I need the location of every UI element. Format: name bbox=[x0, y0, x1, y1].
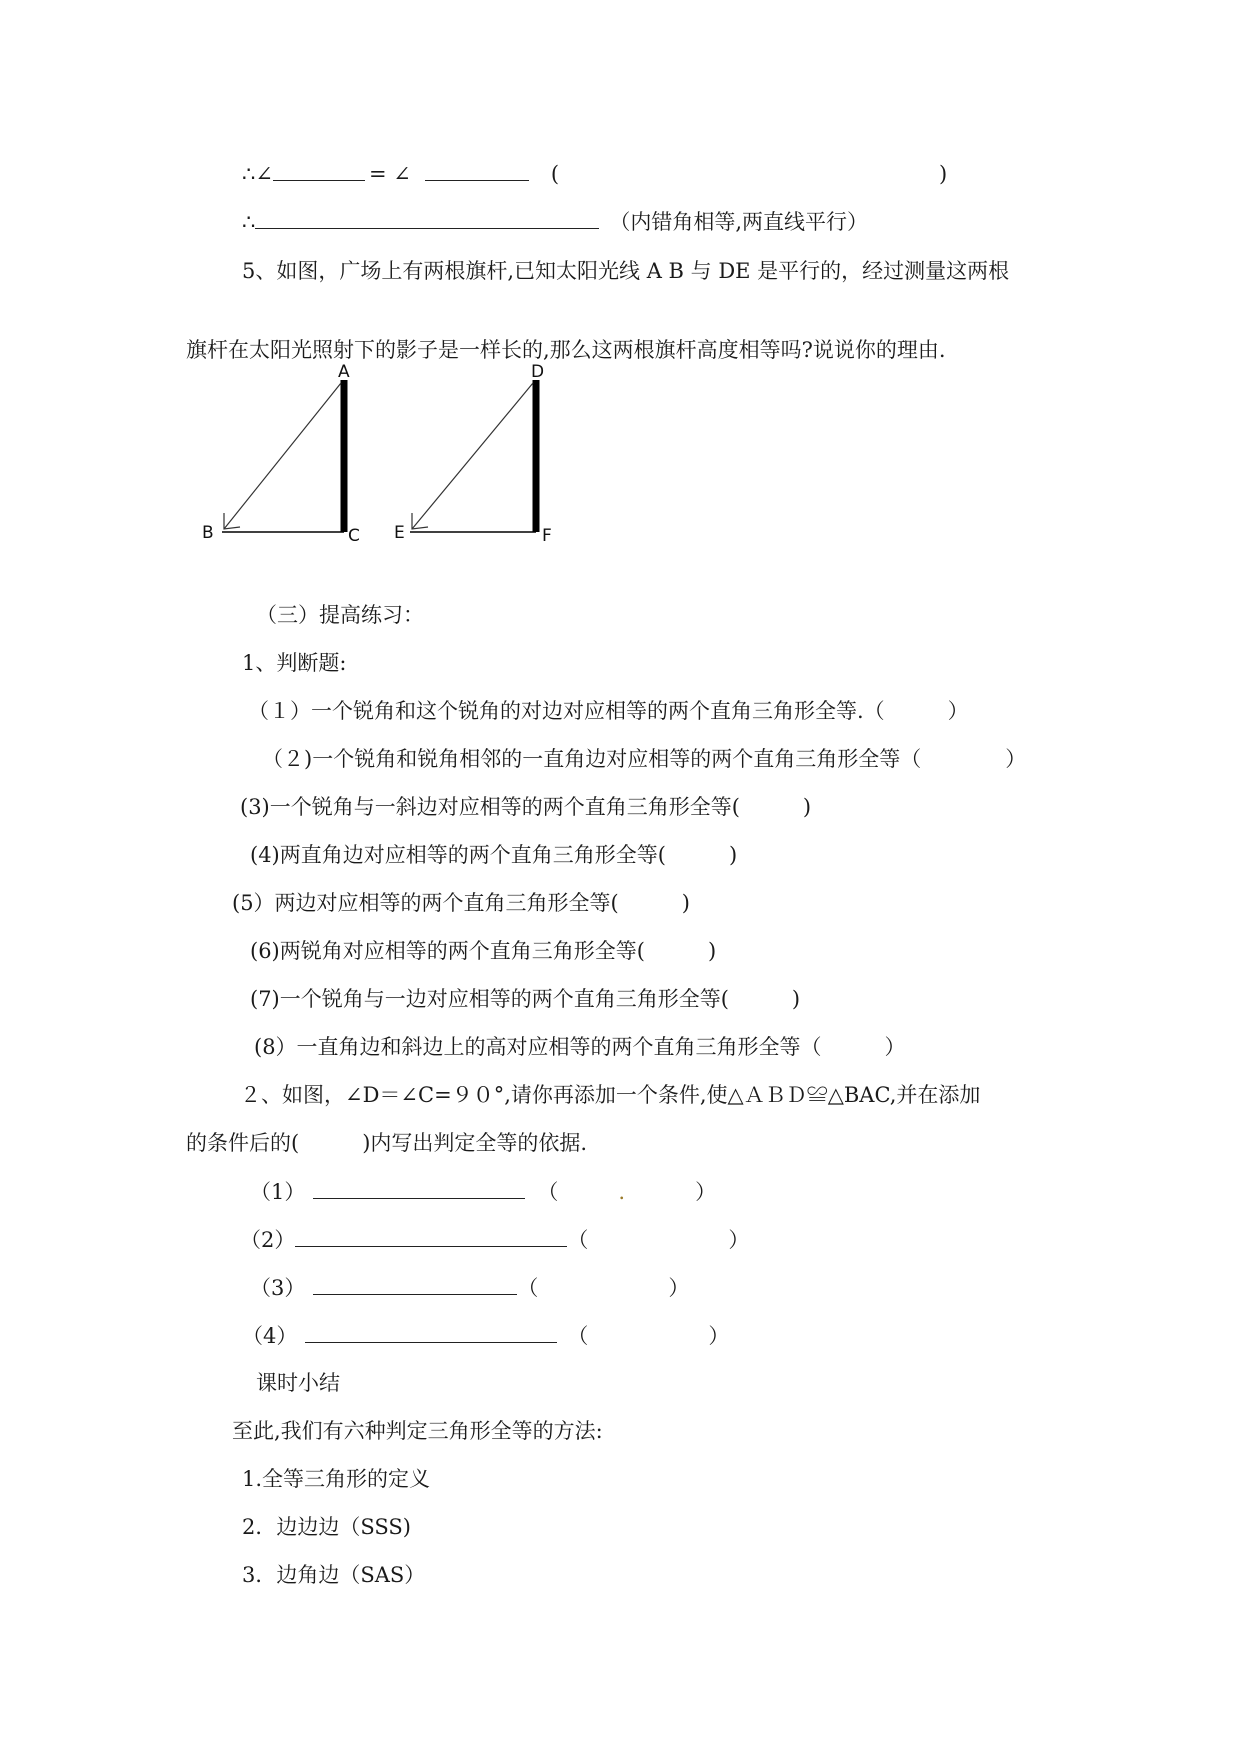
summary-intro: 至此,我们有六种判定三角形全等的方法: bbox=[232, 1419, 603, 1443]
blank-label: （3） bbox=[250, 1276, 306, 1300]
judgment-item-2: （２)一个锐角和锐角相邻的一直角边对应相等的两个直角三角形全等（ ） bbox=[262, 747, 1027, 771]
sunray-ab bbox=[224, 383, 341, 529]
judgment-item-8: (8）一直角边和斜边上的高对应相等的两个直角三角形全等（ ） bbox=[254, 1035, 906, 1059]
label-d: D bbox=[531, 362, 545, 382]
condition-blank[interactable] bbox=[313, 1274, 517, 1295]
judgment-item-6: (6)两锐角对应相等的两个直角三角形全等( ) bbox=[250, 939, 717, 963]
method-item-3: 3．边角边（SAS） bbox=[242, 1563, 426, 1587]
judgment-item-4: (4)两直角边对应相等的两个直角三角形全等( ) bbox=[250, 843, 738, 867]
q2-blank-row-1: （1） （ . ） bbox=[250, 1180, 717, 1204]
paren-open: （ bbox=[567, 1228, 589, 1252]
paren-close: ) bbox=[939, 162, 948, 186]
paren-open: ( bbox=[550, 162, 560, 186]
section3-heading: （三）提高练习： bbox=[256, 603, 424, 627]
therefore-angle-symbol: ∴∠ bbox=[242, 162, 273, 186]
paren-close: ） bbox=[728, 1228, 750, 1252]
q2-blank-row-2 bbox=[240, 1226, 749, 1253]
judgment-item-5: (5）两边对应相等的两个直角三角形全等( ) bbox=[232, 891, 690, 915]
paren-close: ） bbox=[695, 1180, 717, 1204]
method-item-2: 2．边边边（SSS) bbox=[242, 1515, 411, 1539]
condition-blank[interactable] bbox=[295, 1226, 567, 1247]
answer-blank[interactable] bbox=[273, 160, 365, 181]
flagpoles-figure bbox=[190, 355, 590, 555]
judgment-item-1: （１）一个锐角和这个锐角的对边对应相等的两个直角三角形全等.（ ） bbox=[248, 699, 969, 723]
equals-angle-symbol: = ∠ bbox=[368, 162, 411, 186]
answer-blank[interactable] bbox=[425, 160, 529, 181]
judgment-item-3: (3)一个锐角与一斜边对应相等的两个直角三角形全等( ) bbox=[240, 795, 812, 819]
judgment-item-7: (7)一个锐角与一边对应相等的两个直角三角形全等( ) bbox=[250, 987, 801, 1011]
label-c: C bbox=[348, 526, 360, 546]
answer-blank[interactable] bbox=[255, 208, 599, 229]
method-item-1: 1.全等三角形的定义 bbox=[242, 1467, 431, 1491]
q5-text-line-2: 旗杆在太阳光照射下的影子是一样长的,那么这两根旗杆高度相等吗?说说你的理由. bbox=[186, 338, 946, 362]
proof-reason: （内错角相等,两直线平行） bbox=[609, 210, 869, 234]
blank-label: （1） bbox=[250, 1180, 306, 1204]
proof-line-2 bbox=[242, 208, 868, 235]
paren-open: （ bbox=[517, 1276, 539, 1300]
label-e: E bbox=[394, 523, 405, 543]
label-a: A bbox=[338, 362, 350, 382]
q2-blank-row-4 bbox=[242, 1322, 729, 1349]
q2-text-line-2: 的条件后的( )内写出判定全等的依据. bbox=[186, 1131, 588, 1155]
condition-blank[interactable] bbox=[313, 1178, 525, 1199]
label-f: F bbox=[542, 526, 552, 546]
therefore-symbol: ∴ bbox=[242, 210, 256, 234]
q5-text-line-1: 5、如图，广场上有两根旗杆,已知太阳光线 A B 与 DE 是平行的，经过测量这两根 bbox=[242, 259, 1010, 283]
q1-title: 1、判断题: bbox=[242, 651, 347, 675]
paren-open: （ bbox=[567, 1324, 589, 1348]
summary-heading: 课时小结 bbox=[256, 1371, 340, 1395]
blank-label: （4） bbox=[242, 1324, 298, 1348]
q2-blank-row-3 bbox=[250, 1274, 689, 1301]
paren-open: （ bbox=[537, 1180, 559, 1204]
blank-label: （2） bbox=[240, 1228, 296, 1252]
paren-close: ） bbox=[668, 1276, 690, 1300]
paren-close: ） bbox=[708, 1324, 730, 1348]
q2-text-line-1: ２、如图，∠D＝∠C=９０°,请你再添加一个条件,使△ＡＢＤ≌△BAC,并在添加 bbox=[240, 1083, 981, 1107]
sunray-de bbox=[412, 383, 533, 529]
condition-blank[interactable] bbox=[305, 1322, 557, 1343]
label-b: B bbox=[202, 523, 214, 543]
proof-line-1 bbox=[242, 160, 947, 187]
